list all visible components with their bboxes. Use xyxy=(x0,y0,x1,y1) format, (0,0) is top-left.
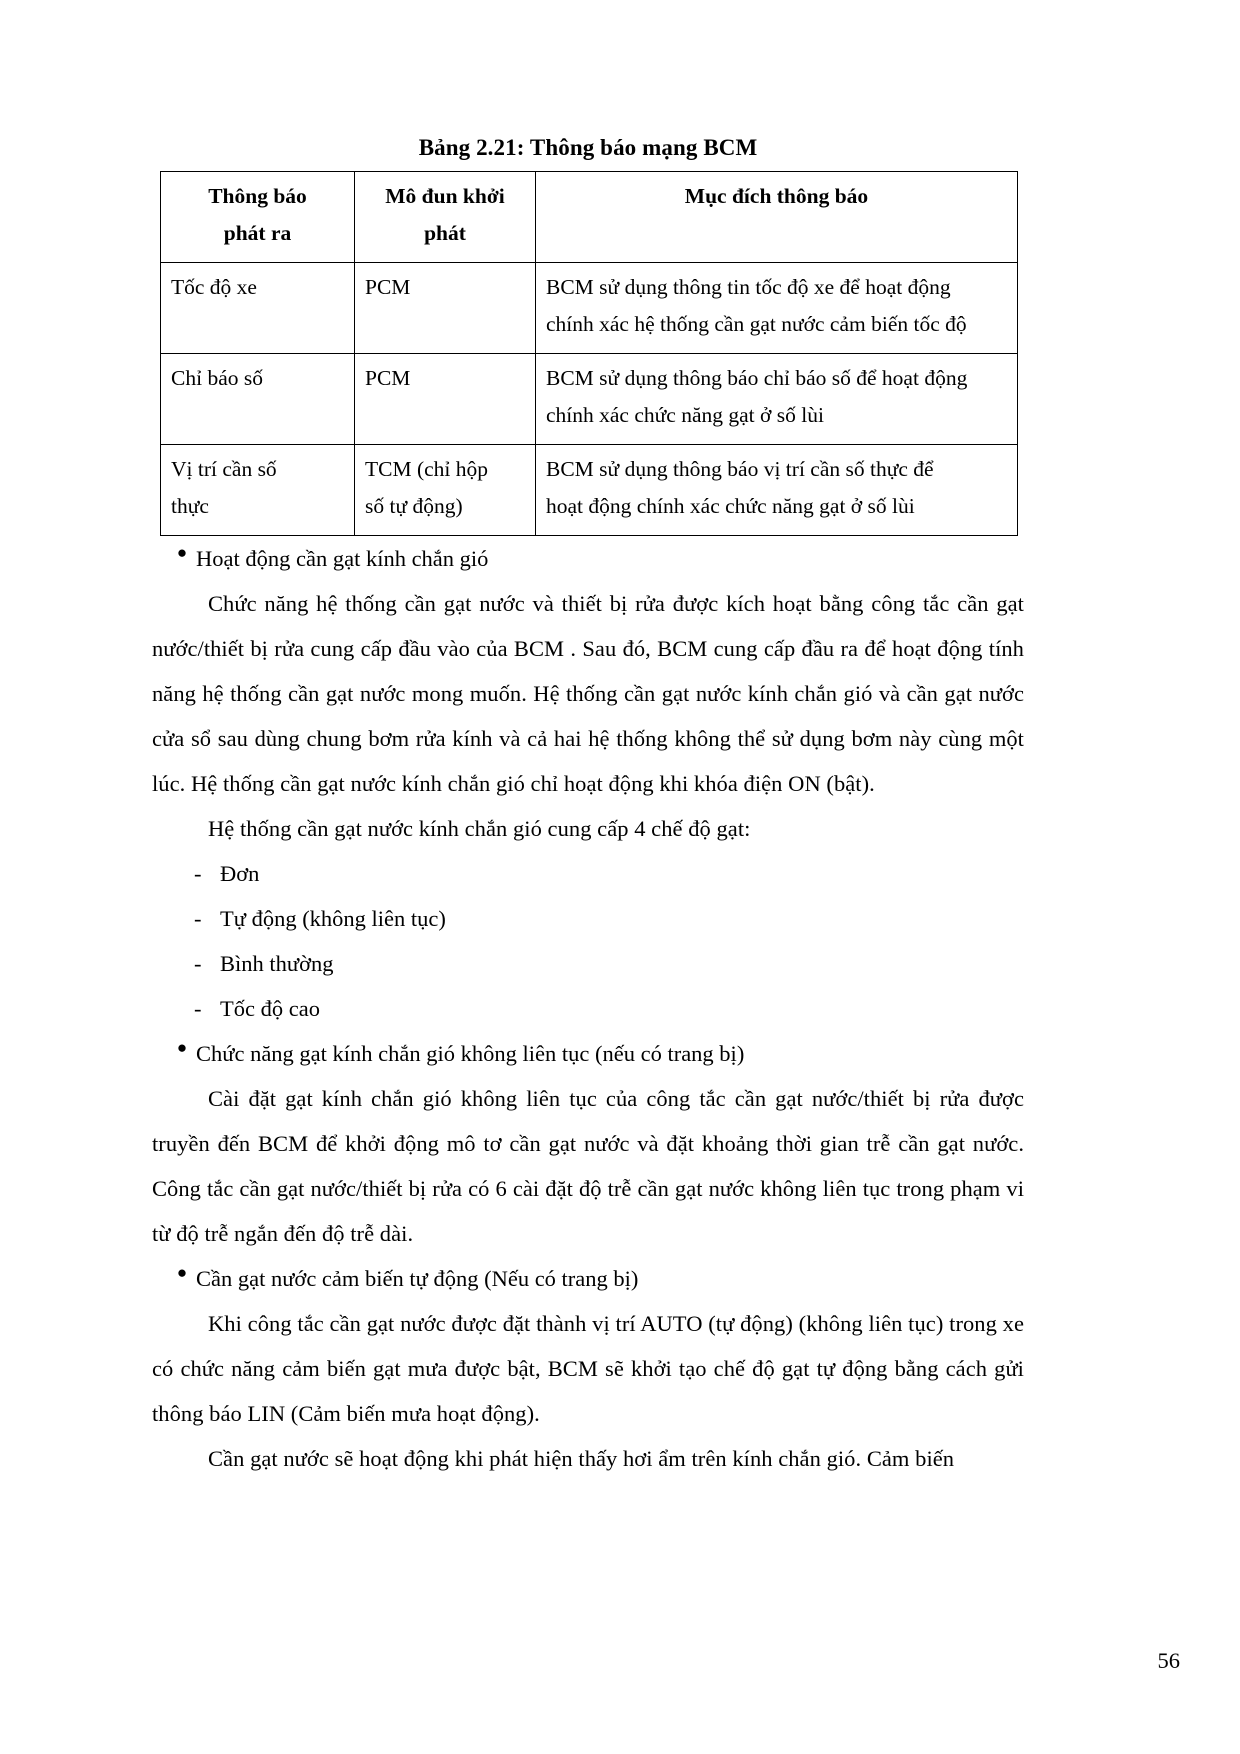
list-item-label: Đơn xyxy=(220,860,260,886)
cell-module-line1: TCM (chỉ hộp xyxy=(365,456,489,481)
dash-bullet-icon: - xyxy=(194,950,202,976)
cell-message xyxy=(161,444,355,535)
table-row xyxy=(161,444,1018,535)
header-message-line2: phát ra xyxy=(223,220,292,245)
paragraph-four-modes-intro: Hệ thống cần gạt nước kính chắn gió cung cấp 4 chế độ gạt: xyxy=(208,815,751,841)
cell-module xyxy=(355,353,536,444)
cell-message xyxy=(161,262,355,353)
list-item-mode-auto xyxy=(152,896,1024,941)
cell-message xyxy=(161,353,355,444)
cell-module-line2: số tự động) xyxy=(365,493,463,518)
paragraph-auto-mode: Khi công tắc cần gạt nước được đặt thành vị trí AUTO (tự động) (không liên tục) trong xe có chức năng cảm biến gạt mưa được bật, BCM sẽ khởi tạo chế độ gạt tự động bằng cách gửi thông báo LIN (Cảm biến mưa hoạt động). xyxy=(152,1310,1024,1426)
cell-purpose xyxy=(536,444,1018,535)
bullet-item-rain-sensing-wiper xyxy=(152,1256,1024,1301)
bullet-item-label: Chức năng gạt kính chắn gió không liên tục (nếu có trang bị) xyxy=(196,1040,745,1066)
header-purpose-line1: Mục đích thông báo xyxy=(684,184,869,208)
table-body xyxy=(161,262,1018,535)
dash-bullet-icon: - xyxy=(194,860,202,886)
cell-module xyxy=(355,444,536,535)
table-header-cell-purpose xyxy=(536,172,1018,263)
bullet-item-intermittent-wiper xyxy=(152,1031,1024,1076)
dash-bullet-icon: - xyxy=(194,905,202,931)
page-number: 56 xyxy=(1157,1648,1180,1673)
cell-message-line1: Tốc độ xe xyxy=(171,274,257,299)
list-item-mode-normal xyxy=(152,941,1024,986)
bullet-point-icon: ● xyxy=(176,542,188,562)
header-module-line1: Mô đun khởi xyxy=(385,184,505,208)
header-message-line1: Thông báo xyxy=(208,184,307,208)
paragraph-moisture-detection: Cần gạt nước sẽ hoạt động khi phát hiện thấy hơi ẩm trên kính chắn gió. Cảm biến xyxy=(208,1445,955,1471)
dash-bullet-icon: - xyxy=(194,995,202,1021)
table-header xyxy=(161,172,1018,263)
header-module-line2: phát xyxy=(424,220,466,245)
list-item-label: Tự động (không liên tục) xyxy=(220,905,446,931)
list-item-label: Bình thường xyxy=(220,950,334,976)
bcm-network-message-table xyxy=(160,171,1018,536)
paragraph-wiper-function: Chức năng hệ thống cần gạt nước và thiết bị rửa được kích hoạt bằng công tắc cần gạt nước/thiết bị rửa cung cấp đầu vào của BCM . Sau đó, BCM cung cấp đầu ra để hoạt động tính năng hệ thống cần gạt nước mong muốn. Hệ thống cần gạt nước kính chắn gió và cần gạt nước cửa sổ sau dùng chung bơm rửa kính và cả hai hệ thống không thể sử dụng bơm này cùng một lúc. Hệ thống cần gạt nước kính chắn gió chỉ hoạt động khi khóa điện ON (bật). xyxy=(152,590,1024,796)
table-row xyxy=(161,262,1018,353)
cell-purpose xyxy=(536,353,1018,444)
cell-message-line1: Chỉ báo số xyxy=(171,365,263,390)
cell-purpose xyxy=(536,262,1018,353)
bullet-item-windshield-wiper-operation xyxy=(152,536,1024,581)
cell-purpose-line2: hoạt động chính xác chức năng gạt ở số lùi xyxy=(546,493,915,518)
table-header-cell-module xyxy=(355,172,536,263)
table-row xyxy=(161,353,1018,444)
table-caption: Bảng 2.21: Thông báo mạng BCM xyxy=(418,135,758,160)
cell-module-line1: PCM xyxy=(365,365,411,390)
cell-message-line2: thực xyxy=(171,493,209,518)
cell-module xyxy=(355,262,536,353)
cell-purpose-line2: chính xác chức năng gạt ở số lùi xyxy=(546,402,824,427)
list-item-label: Tốc độ cao xyxy=(220,995,320,1021)
paragraph-intermittent-wiper: Cài đặt gạt kính chắn gió không liên tục của công tắc cần gạt nước/thiết bị rửa được truyền đến BCM để khởi động mô tơ cần gạt nước và đặt khoảng thời gian trễ cần gạt nước. Công tắc cần gạt nước/thiết bị rửa có 6 cài đặt độ trễ cần gạt nước không liên tục trong phạm vi từ độ trễ ngắn đến độ trễ dài. xyxy=(152,1085,1024,1246)
cell-module-line1: PCM xyxy=(365,274,411,299)
table-header-cell-message xyxy=(161,172,355,263)
bullet-item-label: Cần gạt nước cảm biến tự động (Nếu có trang bị) xyxy=(196,1265,639,1291)
page-content xyxy=(152,0,1024,1481)
bullet-point-icon: ● xyxy=(176,1037,188,1057)
table-header-row xyxy=(161,172,1018,263)
cell-purpose-line1: BCM sử dụng thông báo vị trí cần số thực để xyxy=(546,456,934,481)
bullet-point-icon: ● xyxy=(176,1262,188,1282)
cell-purpose-line1: BCM sử dụng thông tin tốc độ xe để hoạt động xyxy=(546,274,951,299)
cell-purpose-line1: BCM sử dụng thông báo chỉ báo số để hoạt động xyxy=(546,365,968,390)
list-item-mode-high-speed xyxy=(152,986,1024,1031)
list-item-mode-single xyxy=(152,851,1024,896)
bullet-item-label: Hoạt động cần gạt kính chắn gió xyxy=(196,545,489,571)
cell-purpose-line2: chính xác hệ thống cần gạt nước cảm biến tốc độ xyxy=(546,311,967,336)
cell-message-line1: Vị trí cần số xyxy=(171,456,277,481)
